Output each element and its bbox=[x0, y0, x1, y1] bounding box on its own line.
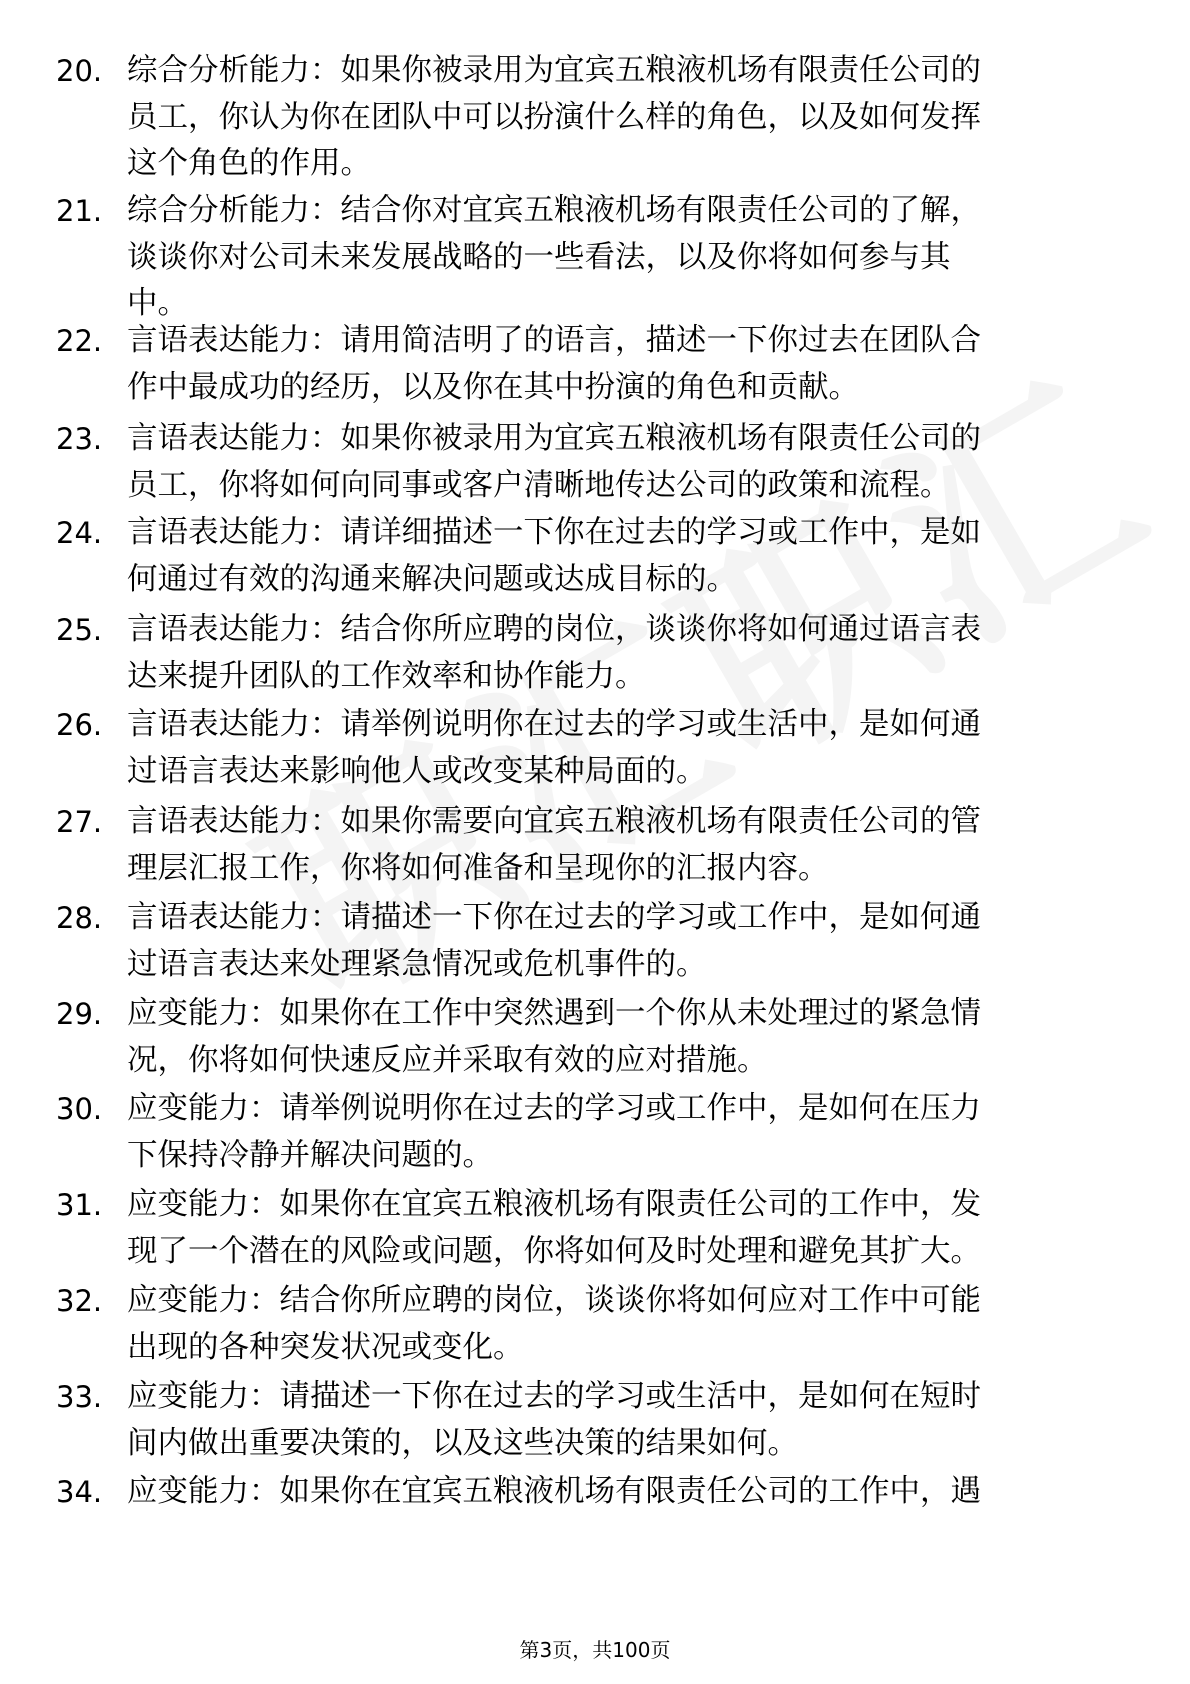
question-number: 22. bbox=[56, 324, 103, 358]
question-text: 言语表达能力：如果你需要向宜宾五粮液机场有限责任公司的管 理层汇报工作，你将如何准备和呈现你的汇报内容。 bbox=[127, 804, 981, 886]
question-number: 30. bbox=[56, 1092, 103, 1126]
question-text: 言语表达能力：如果你被录用为宜宾五粮液机场有限责任公司的 员工，你将如何向同事或客户清晰地传达公司的政策和流程。 bbox=[127, 421, 981, 503]
question-text: 言语表达能力：请用简洁明了的语言，描述一下你过去在团队合 作中最成功的经历，以及你在其中扮演的角色和贡献。 bbox=[127, 323, 981, 405]
question-number: 34. bbox=[56, 1475, 103, 1509]
question-number: 23. bbox=[56, 422, 103, 456]
question-text: 言语表达能力：结合你所应聘的岗位，谈谈你将如何通过语言表 达来提升团队的工作效率和协作能力。 bbox=[127, 612, 981, 694]
question-number: 20. bbox=[56, 54, 103, 88]
question-text: 言语表达能力：请描述一下你在过去的学习或工作中，是如何通 过语言表达来处理紧急情况或危机事件的。 bbox=[127, 900, 981, 982]
question-number: 25. bbox=[56, 613, 103, 647]
question-number: 27. bbox=[56, 805, 103, 839]
question-text: 应变能力：如果你在工作中突然遇到一个你从未处理过的紧急情 况，你将如何快速反应并采取有效的应对措施。 bbox=[127, 996, 981, 1078]
question-number: 31. bbox=[56, 1188, 103, 1222]
question-number: 28. bbox=[56, 901, 103, 935]
question-number: 26. bbox=[56, 708, 103, 742]
question-text: 言语表达能力：请举例说明你在过去的学习或生活中，是如何通 过语言表达来影响他人或改变某种局面的。 bbox=[127, 707, 981, 789]
question-text: 言语表达能力：请详细描述一下你在过去的学习或工作中，是如 何通过有效的沟通来解决问题或达成目标的。 bbox=[127, 515, 981, 597]
question-text: 应变能力：请举例说明你在过去的学习或工作中，是如何在压力 下保持冷静并解决问题的。 bbox=[127, 1091, 981, 1173]
question-text: 应变能力：如果你在宜宾五粮液机场有限责任公司的工作中，遇 bbox=[127, 1474, 981, 1509]
question-number: 21. bbox=[56, 194, 103, 228]
question-text: 综合分析能力：如果你被录用为宜宾五粮液机场有限责任公司的 员工，你认为你在团队中可以扮演什么样的角色，以及如何发挥 这个角色的作用。 bbox=[127, 53, 981, 181]
question-text: 综合分析能力：结合你对宜宾五粮液机场有限责任公司的了解， 谈谈你对公司未来发展战略的一些看法，以及你将如何参与其 中。 bbox=[127, 193, 981, 321]
question-number: 29. bbox=[56, 997, 103, 1031]
question-text: 应变能力：结合你所应聘的岗位，谈谈你将如何应对工作中可能 出现的各种突发状况或变化。 bbox=[127, 1283, 981, 1365]
question-number: 33. bbox=[56, 1380, 103, 1414]
question-number: 32. bbox=[56, 1284, 103, 1318]
question-text: 应变能力：如果你在宜宾五粮液机场有限责任公司的工作中，发 现了一个潜在的风险或问题，你将如何及时处理和避免其扩大。 bbox=[127, 1187, 981, 1269]
page-number: 第3页，共100页 bbox=[519, 1638, 671, 1662]
question-number: 24. bbox=[56, 516, 103, 550]
question-text: 应变能力：请描述一下你在过去的学习或生活中，是如何在短时 间内做出重要决策的，以及这些决策的结果如何。 bbox=[127, 1379, 981, 1461]
